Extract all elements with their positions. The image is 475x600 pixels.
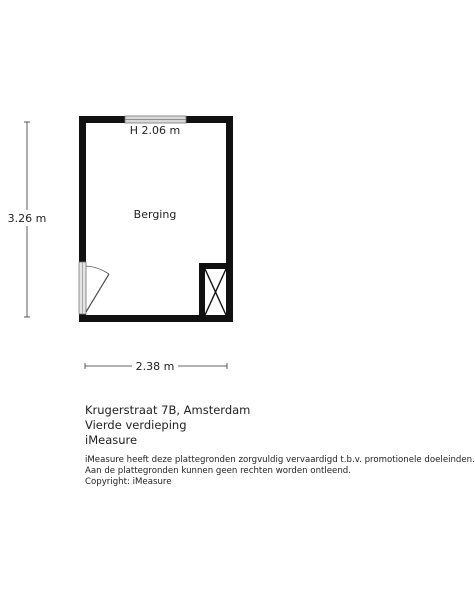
address-block (85, 403, 250, 448)
height-label: H 2.06 m (129, 124, 181, 137)
window (125, 116, 186, 123)
vertical-dimension (6, 122, 48, 317)
vertical-dimension-label: 3.26 m (7, 212, 47, 225)
address-company: iMeasure (85, 433, 138, 447)
door (79, 262, 109, 314)
disclaimer-line-2: Aan de plattegronden kunnen geen rechten worden ontleend. (85, 466, 351, 476)
disclaimer (85, 455, 475, 488)
shaft (199, 263, 231, 320)
door-leaf (86, 274, 109, 312)
horizontal-dimension (85, 358, 227, 374)
room-label-berging: Berging (133, 208, 177, 221)
address-street: Krugerstraat 7B, Amsterdam (85, 403, 251, 417)
disclaimer-copyright: Copyright: iMeasure (85, 477, 172, 487)
horizontal-dimension-label: 2.38 m (135, 360, 175, 373)
disclaimer-line-1: iMeasure heeft deze plattegronden zorgvuldig vervaardigd t.b.v. promotionele doeleinden. (85, 455, 475, 465)
address-floor: Vierde verdieping (85, 418, 187, 432)
door-swing-arc (86, 266, 109, 274)
